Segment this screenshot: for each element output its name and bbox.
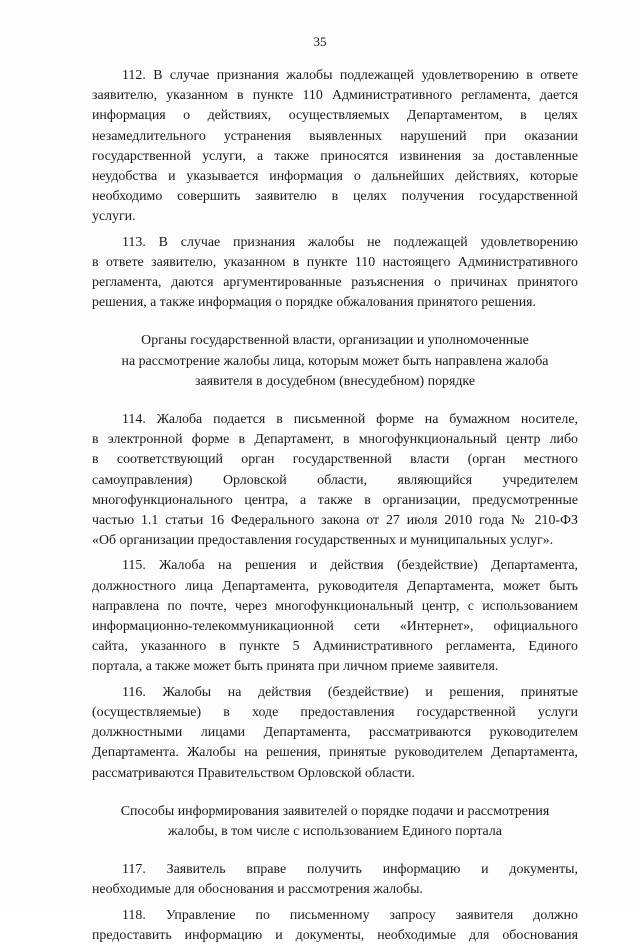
paragraph-116 (92, 683, 578, 784)
paragraph-113 (92, 233, 578, 314)
paragraph-117 (92, 860, 578, 900)
paragraph-line: Департамента. Жалобы на решения, принятые руководителем Департамента, (92, 745, 578, 761)
paragraph-line: 114. Жалоба подается в письменной форме на бумажном носителе, (122, 412, 578, 428)
document-body (92, 66, 578, 946)
heading-line: заявителя в досудебном (внесудебном) порядке (194, 373, 475, 389)
paragraph-line: регламента, даются аргументированные разъяснения о причинах принятого (92, 275, 578, 291)
paragraph-line: услуги. (92, 209, 136, 225)
paragraph-line: информационно-телекоммуникационной сети «Интернет», официального (92, 619, 578, 635)
paragraph-line: в электронной форме в Департамент, в многофункциональный центр либо (92, 432, 578, 448)
paragraph-line: 117. Заявитель вправе получить информацию и документы, (122, 862, 578, 878)
paragraph-118 (92, 906, 578, 946)
paragraph-line: частью 1.1 статьи 16 Федерального закона от 27 июля 2010 года № 210-ФЗ (92, 513, 578, 529)
paragraph-line: 112. В случае признания жалобы подлежащей удовлетворению в ответе (122, 68, 578, 83)
paragraph-line: сайта, указанного в пункте 5 Административного регламента, Единого (92, 639, 578, 655)
paragraph-line: неудобства и указывается информация о дальнейших действиях, которые (92, 169, 578, 185)
paragraph-line: направлена по почте, через многофункциональный центр, с использованием (92, 598, 578, 614)
paragraph-line: предоставить информацию и документы, необходимые для обоснования (92, 927, 578, 943)
paragraph-line: должностного лица Департамента, руководителя Департамента, может быть (92, 578, 578, 594)
paragraph-114 (92, 410, 578, 551)
heading-line: Органы государственной власти, организации и уполномоченные (141, 333, 529, 349)
paragraph-115 (92, 556, 578, 677)
page-number: 35 (313, 34, 327, 49)
paragraph-line: рассматриваются Правительством Орловской области. (92, 765, 415, 781)
paragraph-line: самоуправления) Орловской области, являющийся учредителем (92, 472, 578, 488)
section-heading-complaint-bodies (92, 331, 578, 392)
heading-line: на рассмотрение жалобы лица, которым может быть направлена жалоба (121, 353, 549, 369)
paragraph-line: необходимые для обоснования и рассмотрения жалобы. (92, 882, 423, 898)
heading-line: Способы информирования заявителей о порядке подачи и рассмотрения (120, 803, 550, 819)
paragraph-line: 118. Управление по письменному запросу заявителя должно (122, 907, 578, 923)
paragraph-line: 116. Жалобы на действия (бездействие) и решения, принятые (122, 684, 578, 700)
paragraph-line: «Об организации предоставления государственных и муниципальных услуг». (92, 533, 554, 549)
paragraph-line: многофункционального центра, а также в организации, предусмотренные (92, 492, 578, 508)
paragraph-line: незамедлительного устранения выявленных нарушений при оказании (92, 128, 578, 144)
paragraph-line: 115. Жалоба на решения и действия (бездействие) Департамента, (122, 558, 578, 574)
paragraph-line: в ответе заявителю, указанном в пункте 110 настоящего Административного (92, 254, 578, 270)
paragraph-line: необходимо совершить заявителю в целях получения государственной (92, 189, 578, 205)
paragraph-line: информация о действиях, осуществляемых Департаментом, в целях (92, 108, 578, 124)
paragraph-line: портала, а также может быть принята при личном приеме заявителя. (92, 659, 499, 675)
paragraph-line: в соответствующий орган государственной власти (орган местного (92, 452, 578, 468)
paragraph-line: государственной услуги, а также приносятся извинения за доставленные (92, 148, 578, 164)
paragraph-line: решения, а также информация о порядке обжалования принятого решения. (92, 295, 537, 311)
paragraph-line: (осуществляемые) в ходе предоставления государственной услуги (92, 704, 578, 720)
heading-line: жалобы, в том числе с использованием Единого портала (168, 823, 502, 839)
paragraph-112 (92, 66, 578, 228)
paragraph-line: должностными лицами Департамента, рассматриваются руководителем (92, 725, 578, 741)
paragraph-line: 113. В случае признания жалобы не подлежащей удовлетворению (122, 234, 578, 250)
section-heading-informing-methods (92, 802, 578, 842)
paragraph-line: заявителю, указанном в пункте 110 Административного регламента, дается (92, 88, 578, 104)
